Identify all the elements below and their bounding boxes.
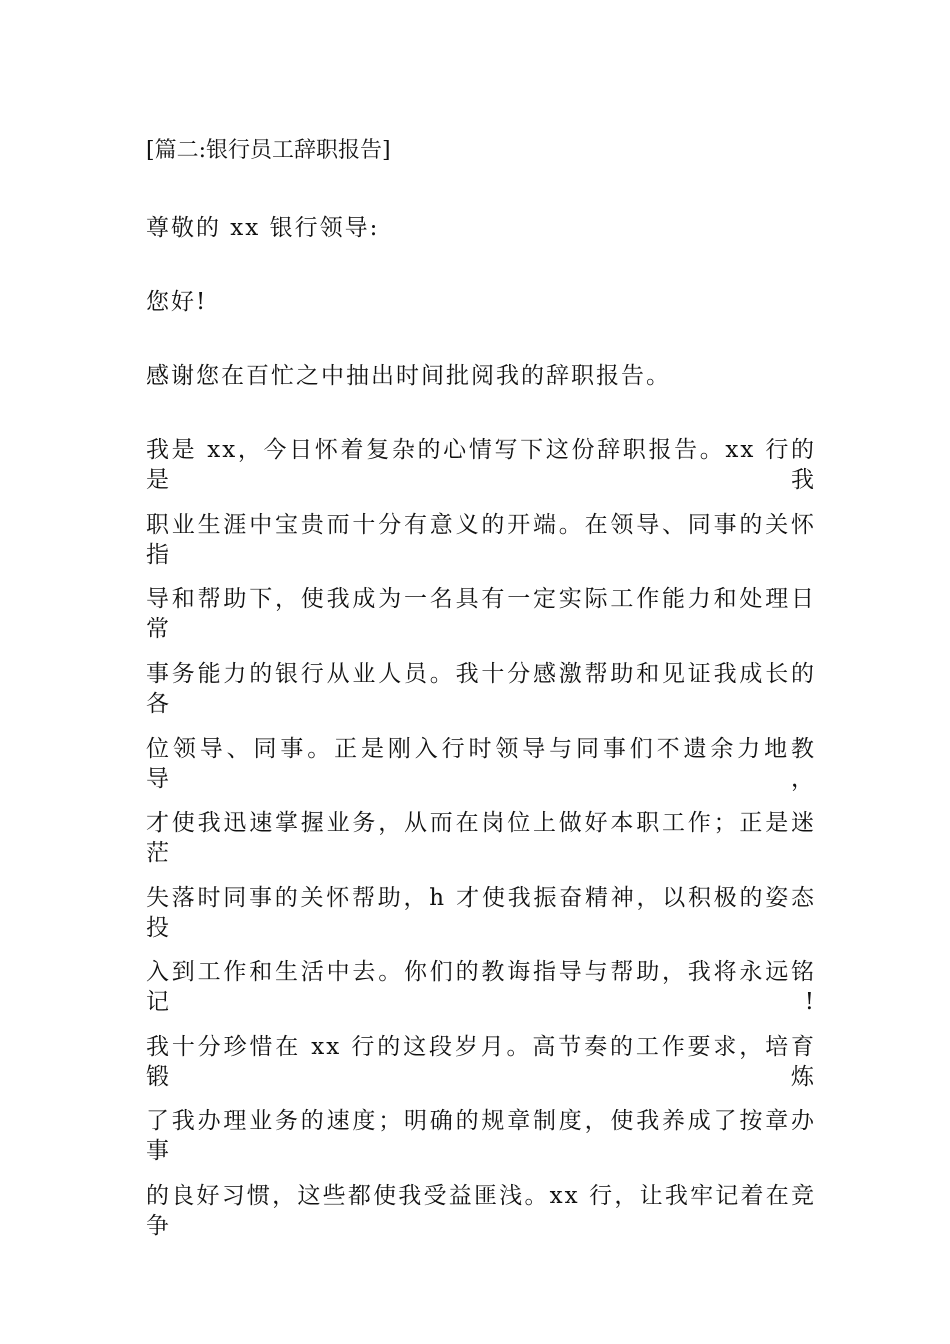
salutation: 尊敬的 xx 银行领导: <box>146 215 380 241</box>
body-line: 入到工作和生活中去。你们的教诲指导与帮助，我将永远铭记! <box>146 959 816 1015</box>
body-line: 才使我迅速掌握业务，从而在岗位上做好本职工作；正是迷茫 <box>146 810 816 866</box>
document-heading: [篇二:银行员工辞职报告] <box>146 138 391 163</box>
body-line: 我是 xx，今日怀着复杂的心情写下这份辞职报告。xx 行的是我 <box>146 437 816 493</box>
body-line: 感谢您在百忙之中抽出时间批阅我的辞职报告。 <box>146 363 671 389</box>
greeting: 您好! <box>146 289 208 315</box>
body-line: 我十分珍惜在 xx 行的这段岁月。高节奏的工作要求，培育锻炼 <box>146 1034 816 1090</box>
body-line: 失落时同事的关怀帮助，h 才使我振奋精神，以积极的姿态投 <box>146 885 816 941</box>
body-line: 位领导、同事。正是刚入行时领导与同事们不遗余力地教导， <box>146 736 816 792</box>
body-line: 职业生涯中宝贵而十分有意义的开端。在领导、同事的关怀指 <box>146 512 816 568</box>
body-line: 导和帮助下，使我成为一名具有一定实际工作能力和处理日常 <box>146 586 816 642</box>
body-line: 事务能力的银行从业人员。我十分感激帮助和见证我成长的各 <box>146 661 816 717</box>
body-line: 了我办理业务的速度；明确的规章制度，使我养成了按章办事 <box>146 1108 816 1164</box>
body-line: 的良好习惯，这些都使我受益匪浅。xx 行，让我牢记着在竞争 <box>146 1183 816 1239</box>
